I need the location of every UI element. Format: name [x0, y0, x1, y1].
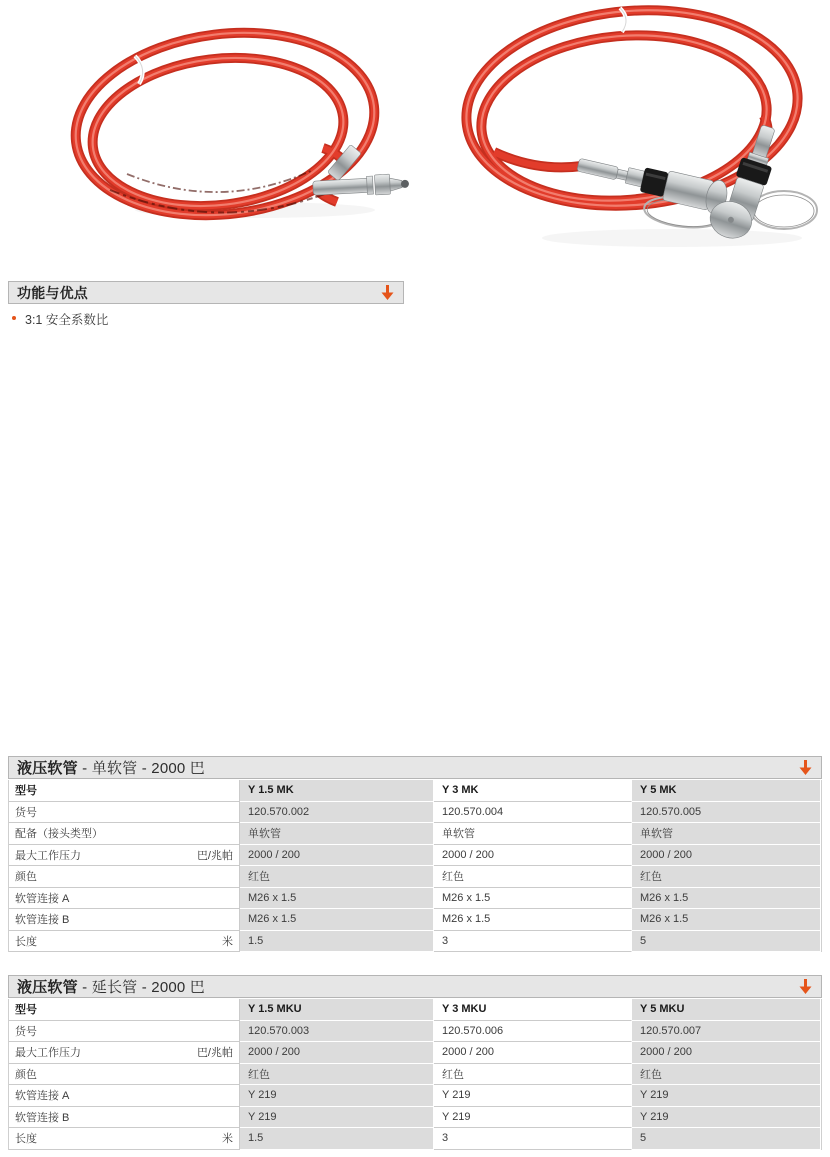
features-list: [8, 310, 404, 328]
down-arrow-icon[interactable]: [798, 759, 813, 776]
spec-value: Y 219: [632, 1107, 821, 1129]
spec-value: M26 x 1.5: [240, 888, 434, 910]
spec-label: 软管连接 A: [9, 888, 240, 910]
spec-unit: 米: [222, 1133, 233, 1146]
spec-value: 120.570.007: [632, 1021, 821, 1043]
spec-value: 单软管: [240, 823, 434, 845]
spec-value: 2000 / 200: [632, 1042, 821, 1064]
bullet-icon: [12, 316, 16, 320]
spec-label: 货号: [9, 1021, 240, 1043]
spec-value: Y 219: [434, 1107, 632, 1129]
spec-value: 120.570.002: [240, 802, 434, 824]
spec-label: 最大工作压力 巴/兆帕: [9, 845, 240, 867]
table-title-bar: [8, 756, 822, 779]
spec-unit: 巴/兆帕: [196, 1047, 233, 1060]
table-title: 液压软管 - 单软管 - 2000 巴: [17, 760, 206, 777]
spec-label: 颜色: [9, 1064, 240, 1086]
spec-value: 红色: [240, 1064, 434, 1086]
features-section: [8, 281, 404, 328]
spec-value: Y 219: [632, 1085, 821, 1107]
spec-row: [9, 1085, 821, 1107]
spec-value: 红色: [434, 866, 632, 888]
feature-text: 3:1 安全系数比: [25, 313, 109, 327]
spec-label: 软管连接 A: [9, 1085, 240, 1107]
spec-value: 1.5: [240, 1128, 434, 1150]
spec-value: M26 x 1.5: [240, 909, 434, 931]
feature-item: [12, 310, 404, 328]
spec-label: 型号: [9, 780, 240, 802]
spec-value: M26 x 1.5: [632, 909, 821, 931]
down-arrow-icon[interactable]: [380, 284, 395, 301]
spec-label: 软管连接 B: [9, 909, 240, 931]
table-title-bar: [8, 975, 822, 998]
spec-value: M26 x 1.5: [434, 888, 632, 910]
spec-unit: 巴/兆帕: [196, 849, 233, 862]
spec-row: [9, 1107, 821, 1129]
spec-value: Y 219: [434, 1085, 632, 1107]
spec-row: [9, 802, 821, 824]
hose-coil: [65, 16, 385, 231]
spec-row: [9, 823, 821, 845]
spec-value: 红色: [240, 866, 434, 888]
spec-header-row: [9, 999, 821, 1021]
spec-row: [9, 909, 821, 931]
features-header-bar: [8, 281, 404, 304]
cable-tie: [620, 8, 626, 32]
spec-label: 最大工作压力 巴/兆帕: [9, 1042, 240, 1064]
spec-table-extension-hose: [8, 975, 822, 1150]
spec-row: [9, 888, 821, 910]
spec-value: 2000 / 200: [434, 845, 632, 867]
spec-value: 3: [434, 1128, 632, 1150]
spec-row: [9, 1042, 821, 1064]
model-column-header: Y 3 MK: [434, 780, 632, 802]
spec-value: 5: [632, 1128, 821, 1150]
spec-value: 2000 / 200: [240, 845, 434, 867]
spec-grid: [8, 780, 822, 952]
spec-row: [9, 866, 821, 888]
spec-value: 120.570.003: [240, 1021, 434, 1043]
spec-grid: [8, 999, 822, 1150]
spec-value: M26 x 1.5: [434, 909, 632, 931]
spec-label: 配备（接头类型）: [9, 823, 240, 845]
spec-row: [9, 1128, 821, 1150]
spec-value: 1.5: [240, 931, 434, 953]
photo-shadow: [542, 229, 802, 247]
features-title: 功能与优点: [17, 284, 88, 301]
spec-value: 120.570.006: [434, 1021, 632, 1043]
product-photo-extension-hose: [432, 0, 830, 262]
model-column-header: Y 5 MK: [632, 780, 821, 802]
model-column-header: Y 5 MKU: [632, 999, 821, 1021]
spec-label: 软管连接 B: [9, 1107, 240, 1129]
spec-value: 2000 / 200: [632, 845, 821, 867]
spec-row: [9, 845, 821, 867]
spec-unit: 米: [222, 935, 233, 948]
spec-value: 单软管: [632, 823, 821, 845]
spec-value: 120.570.005: [632, 802, 821, 824]
spec-value: 2000 / 200: [240, 1042, 434, 1064]
spec-value: 120.570.004: [434, 802, 632, 824]
spec-label: 长度 米: [9, 931, 240, 953]
spec-value: 5: [632, 931, 821, 953]
spec-table-single-hose: [8, 756, 822, 952]
spec-value: 3: [434, 931, 632, 953]
spec-value: Y 219: [240, 1107, 434, 1129]
spec-label: 型号: [9, 999, 240, 1021]
spec-value: M26 x 1.5: [632, 888, 821, 910]
spec-row: [9, 1064, 821, 1086]
spec-value: 红色: [632, 1064, 821, 1086]
spec-value: 2000 / 200: [434, 1042, 632, 1064]
spec-label: 货号: [9, 802, 240, 824]
table-title: 液压软管 - 延长管 - 2000 巴: [17, 979, 206, 996]
spec-row: [9, 931, 821, 953]
spec-label: 颜色: [9, 866, 240, 888]
quick-coupler-left: [574, 149, 730, 232]
spec-row: [9, 1021, 821, 1043]
spec-value: 红色: [632, 866, 821, 888]
model-column-header: Y 1.5 MKU: [240, 999, 434, 1021]
spec-header-row: [9, 780, 821, 802]
spec-value: 红色: [434, 1064, 632, 1086]
spec-value: Y 219: [240, 1085, 434, 1107]
model-column-header: Y 3 MKU: [434, 999, 632, 1021]
model-column-header: Y 1.5 MK: [240, 780, 434, 802]
product-photo-single-hose: [25, 2, 415, 260]
down-arrow-icon[interactable]: [798, 978, 813, 995]
spec-value: 单软管: [434, 823, 632, 845]
spec-label: 长度 米: [9, 1128, 240, 1150]
